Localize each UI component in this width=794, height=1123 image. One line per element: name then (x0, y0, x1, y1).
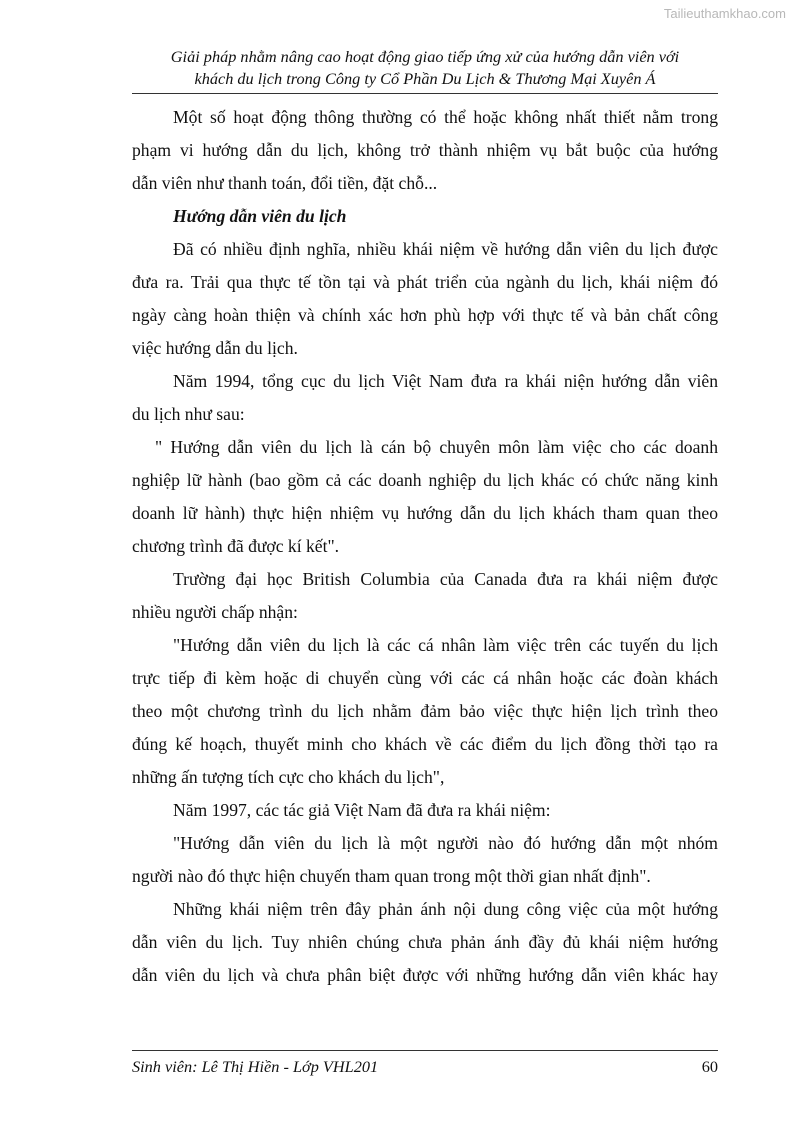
section-heading: Hướng dẫn viên du lịch (173, 206, 347, 226)
body-line: du lịch như sau: (132, 404, 245, 424)
body-line: dẫn viên du lịch và chưa phân biệt được với những hướng dẫn viên khác hay (132, 965, 718, 985)
footer-student-info: Sinh viên: Lê Thị Hiền - Lớp VHL201 (132, 1057, 379, 1076)
quote-line: những ấn tượng tích cực cho khách du lịch", (132, 767, 445, 787)
body-line: việc hướng dẫn du lịch. (132, 338, 298, 358)
quote-line: nghiệp lữ hành (bao gồm cả các doanh nghiệp du lịch khác có chức năng kinh (132, 470, 718, 490)
body-line: nhiều người chấp nhận: (132, 602, 298, 622)
body-line: phạm vi hướng dẫn du lịch, không trở thành nhiệm vụ bắt buộc của hướng (132, 140, 718, 160)
quote-line: doanh lữ hành) thực hiện nhiệm vụ hướng dẫn du lịch khách tham quan theo (132, 503, 718, 523)
watermark: Tailieuthamkhao.com (663, 6, 786, 21)
body-line: Một số hoạt động thông thường có thể hoặc không nhất thiết nằm trong (173, 107, 718, 127)
body-line: ngày càng hoàn thiện và chính xác hơn phù hợp với thực tế và bản chất công (132, 305, 718, 325)
body-line: Đã có nhiều định nghĩa, nhiều khái niệm về hướng dẫn viên du lịch được (173, 239, 718, 259)
header-divider (132, 93, 718, 94)
body-line: Những khái niệm trên đây phản ánh nội dung công việc của một hướng (173, 899, 718, 919)
body-line: Năm 1994, tổng cục du lịch Việt Nam đưa ra khái niện hướng dẫn viên (173, 371, 718, 391)
page-number: 60 (701, 1057, 718, 1076)
body-line: đưa ra. Trải qua thực tế tồn tại và phát triển của ngành du lịch, khái niệm đó (132, 272, 718, 292)
running-header (132, 46, 718, 90)
quote-line: đúng kế hoạch, thuyết minh cho khách về các điểm du lịch đồng thời tạo ra (132, 734, 718, 754)
body-line: Trường đại học British Columbia của Canada đưa ra khái niệm được (173, 569, 718, 589)
body-line: dẫn viên như thanh toán, đổi tiền, đặt chỗ... (132, 173, 438, 193)
footer-divider (132, 1050, 718, 1051)
header-line: khách du lịch trong Công ty Cổ Phần Du Lịch & Thương Mại Xuyên Á (194, 69, 656, 88)
header-line: Giải pháp nhằm nâng cao hoạt động giao tiếp ứng xử của hướng dẫn viên với (170, 47, 680, 66)
body-line: Năm 1997, các tác giả Việt Nam đã đưa ra khái niệm: (173, 800, 551, 820)
quote-line: "Hướng dẫn viên du lịch là một người nào đó hướng dẫn một nhóm (173, 833, 718, 853)
quote-line: " Hướng dẫn viên du lịch là cán bộ chuyên môn làm việc cho các doanh (155, 437, 718, 457)
quote-line: trực tiếp đi kèm hoặc di chuyển cùng với các cá nhân hoặc các đoàn khách (132, 668, 718, 688)
body-line: dẫn viên du lịch. Tuy nhiên chúng chưa phản ánh đầy đủ khái niệm hướng (132, 932, 718, 952)
quote-line: "Hướng dẫn viên du lịch là các cá nhân làm việc trên các tuyến du lịch (173, 635, 718, 655)
quote-line: chương trình đã được kí kết". (132, 536, 340, 556)
quote-line: theo một chương trình du lịch nhằm đảm bảo việc thực hiện lịch trình theo (132, 701, 718, 721)
quote-line: người nào đó thực hiện chuyến tham quan trong một thời gian nhất định". (132, 866, 651, 886)
